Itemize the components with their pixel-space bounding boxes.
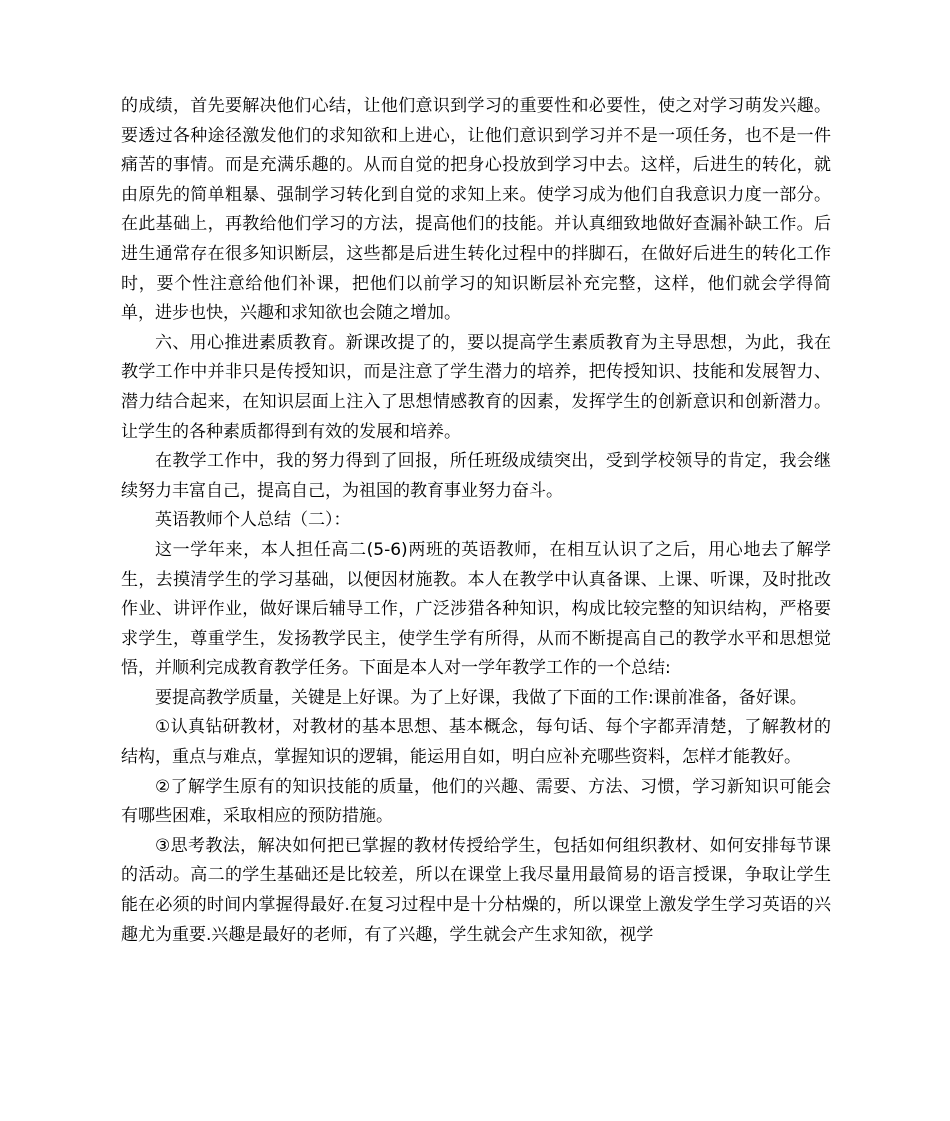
- paragraph-5: 要提高教学质量，关键是上好课。为了上好课，我做了下面的工作:课前准备，备好课。: [155, 687, 807, 708]
- list-item-3: ③思考教法，解决如何把已掌握的教材传授给学生，包括如何组织教材、如何安排每节课的活动。高二的学生基础还是比较差，所以在课堂上我尽量用最简易的语言授课，争取让学生能在必须的时间内掌握得最好.在复习过程中是十分枯燥的，所以课堂上激发学生学习英语的兴趣尤为重要.兴趣是最好的老师，有了兴趣，学生就会产生求知欲，视学: [121, 835, 831, 945]
- section-heading: 英语教师个人总结（二）：: [155, 510, 351, 531]
- document-page: [121, 92, 831, 950]
- list-item-2: ②了解学生原有的知识技能的质量，他们的兴趣、需要、方法、习惯，学习新知识可能会有哪些困难，采取相应的预防措施。: [121, 776, 831, 827]
- paragraph-4: 这一学年来，本人担任高二(5-6)两班的英语教师，在相互认识了之后，用心地去了解学生，去摸清学生的学习基础，以便因材施教。本人在教学中认真备课、上课、听课，及时批改作业、讲评作业，做好课后辅导工作，广泛涉猎各种知识，构成比较完整的知识结构，严格要求学生，尊重学生，发扬教学民主，使学生学有所得，从而不断提高自己的教学水平和思想觉悟，并顺利完成教育教学任务。下面是本人对一学年教学工作的一个总结:: [121, 539, 831, 679]
- paragraph-1: 的成绩，首先要解决他们心结，让他们意识到学习的重要性和必要性，使之对学习萌发兴趣。要透过各种途径激发他们的求知欲和上进心，让他们意识到学习并不是一项任务，也不是一件痛苦的事情。而是充满乐趣的。从而自觉的把身心投放到学习中去。这样，后进生的转化，就由原先的简单粗暴、强制学习转化到自觉的求知上来。使学习成为他们自我意识力度一部分。在此基础上，再教给他们学习的方法，提高他们的技能。并认真细致地做好查漏补缺工作。后进生通常存在很多知识断层，这些都是后进生转化过程中的拌脚石，在做好后进生的转化工作时，要个性注意给他们补课，把他们以前学习的知识断层补充完整，这样，他们就会学得简单，进步也快，兴趣和求知欲也会随之增加。: [121, 96, 831, 324]
- list-item-1: ①认真钻研教材，对教材的基本思想、基本概念，每句话、每个字都弄清楚，了解教材的结构，重点与难点，掌握知识的逻辑，能运用自如，明白应补充哪些资料，怎样才能教好。: [121, 717, 831, 768]
- paragraph-2: 六、用心推进素质教育。新课改提了的，要以提高学生素质教育为主导思想，为此，我在教学工作中并非只是传授知识，而是注意了学生潜力的培养，把传授知识、技能和发展智力、潜力结合起来，在知识层面上注入了思想情感教育的因素，发挥学生的创新意识和创新潜力。让学生的各种素质都得到有效的发展和培养。: [121, 332, 831, 442]
- paragraph-3: 在教学工作中，我的努力得到了回报，所任班级成绩突出，受到学校领导的肯定，我会继续努力丰富自己，提高自己，为祖国的教育事业努力奋斗。: [121, 451, 831, 501]
